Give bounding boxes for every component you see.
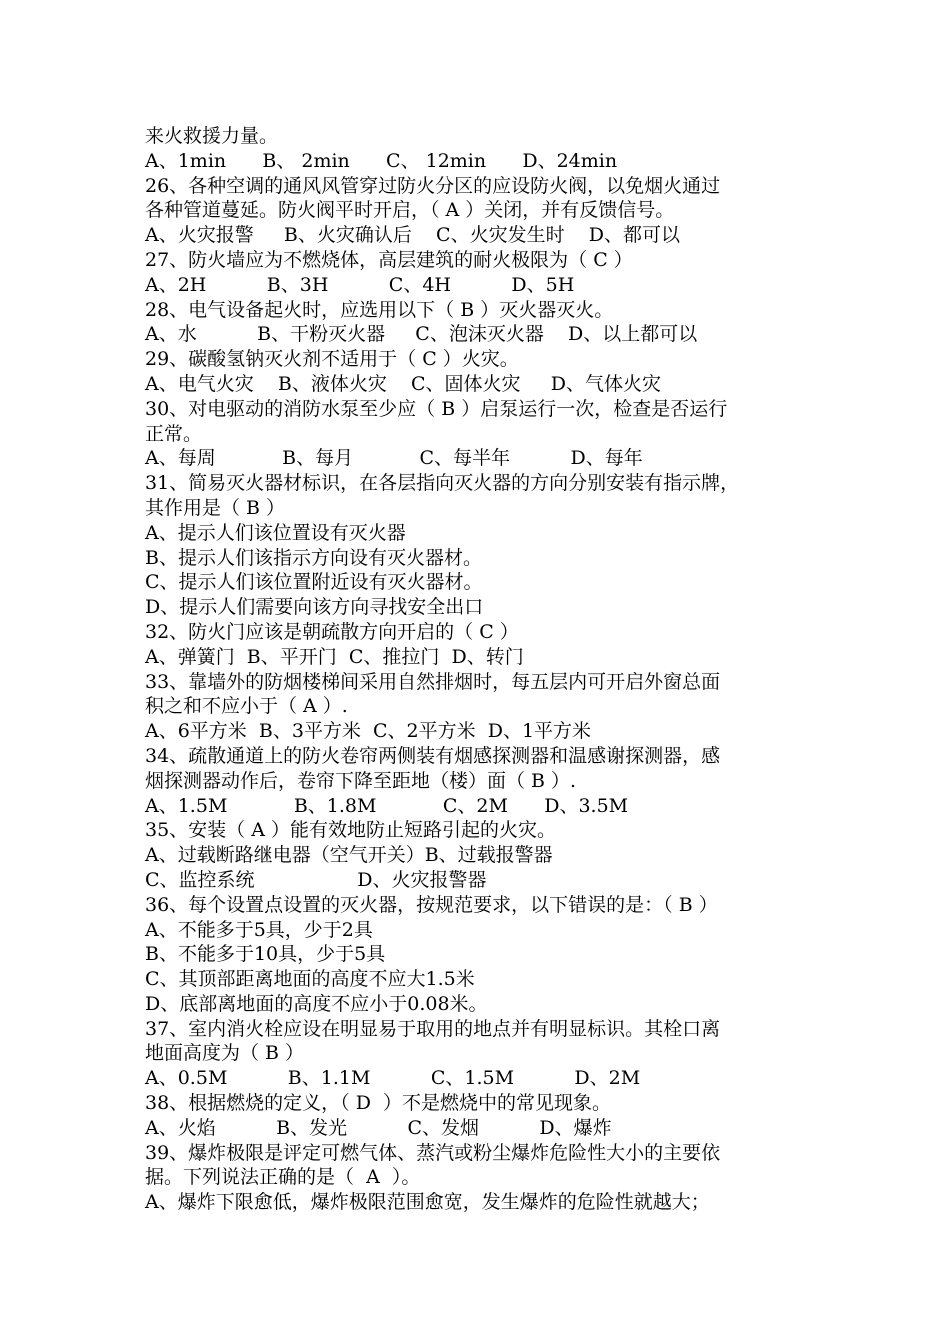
text-line: 35、安装（ A ）能有效地防止短路引起的火灾。 <box>145 819 556 842</box>
text-line: 地面高度为（ B ） <box>145 1042 305 1065</box>
text-line: 30、对电驱动的消防水泵至少应（ B ）启泵运行一次，检查是否运行 <box>145 397 728 420</box>
text-line: 33、靠墙外的防烟楼梯间采用自然排烟时，每五层内可开启外窗总面 <box>145 670 721 693</box>
text-line: 31、简易灭火器材标识，在各层指向灭火器的方向分别安装有指示牌， <box>145 472 740 495</box>
text-line: 积之和不应小于（ A ）. <box>145 695 348 718</box>
text-line: A、爆炸下限愈低，爆炸极限范围愈宽，发生爆炸的危险性就越大； <box>145 1191 710 1214</box>
text-line: D、提示人们需要向该方向寻找安全出口 <box>145 596 484 619</box>
text-line: A、6平方米 B、3平方米 C、2平方米 D、1平方米 <box>145 720 592 743</box>
text-line: D、底部离地面的高度不应小于0.08米。 <box>145 992 488 1015</box>
text-line: 34、疏散通道上的防火卷帘两侧装有烟感探测器和温感谢探测器，感 <box>145 744 721 767</box>
text-line: A、火灾报警 B、火灾确认后 C、火灾发生时 D、都可以 <box>145 224 680 247</box>
text-line: 各种管道蔓延。防火阀平时开启，（ A ）关闭，并有反馈信号。 <box>145 199 675 222</box>
text-line: A、0.5M B、1.1M C、1.5M D、2M <box>145 1067 641 1090</box>
text-line: A、不能多于5具，少于2具 <box>145 918 373 941</box>
text-line: 29、碳酸氢钠灭火剂不适用于（ C ）火灾。 <box>145 348 519 371</box>
text-line: 38、根据燃烧的定义，（ D ）不是燃烧中的常见现象。 <box>145 1092 612 1115</box>
text-line: 来火救援力量。 <box>145 125 279 147</box>
text-line: C、监控系统 D、火灾报警器 <box>145 868 487 891</box>
text-line: A、每周 B、每月 C、每半年 D、每年 <box>145 447 643 470</box>
text-line: A、1min B、 2min C、 12min D、24min <box>145 149 618 172</box>
text-line: 27、防火墙应为不燃烧体，高层建筑的耐火极限为（ C ） <box>145 248 633 271</box>
text-line: 烟探测器动作后，卷帘下降至距地（楼）面（ B ）. <box>145 769 577 792</box>
text-line: A、弹簧门 B、平开门 C、推拉门 D、转门 <box>145 645 524 668</box>
text-line: 36、每个设置点设置的灭火器，按规范要求，以下错误的是：（ B ） <box>145 893 718 916</box>
text-line: 其作用是（ B ） <box>145 496 286 519</box>
text-line: A、电气火灾 B、液体火灾 C、固体火灾 D、气体火灾 <box>145 372 661 395</box>
text-line: 32、防火门应该是朝疏散方向开启的（ C ） <box>145 620 519 643</box>
text-line: A、2H B、3H C、4H D、5H <box>145 273 575 296</box>
text-line: A、水 B、干粉灭火器 C、泡沫灭火器 D、以上都可以 <box>145 323 698 346</box>
text-line: B、不能多于10具，少于5具 <box>145 943 386 966</box>
text-line: C、提示人们该位置附近设有灭火器材。 <box>145 571 483 594</box>
text-line: 据。下列说法正确的是（ A ）。 <box>145 1166 421 1189</box>
text-line: C、其顶部距离地面的高度不应大1.5米 <box>145 968 475 991</box>
text-line: 正常。 <box>145 422 203 445</box>
text-line: 28、电气设备起火时，应选用以下（ B ）灭火器灭火。 <box>145 298 614 321</box>
text-line: B、提示人们该指示方向设有灭火器材。 <box>145 546 482 569</box>
text-line: 39、爆炸极限是评定可燃气体、蒸汽或粉尘爆炸危险性大小的主要依 <box>145 1141 721 1164</box>
text-line: A、火焰 B、发光 C、发烟 D、爆炸 <box>145 1116 612 1139</box>
text-line: A、1.5M B、1.8M C、2M D、3.5M <box>145 794 629 817</box>
text-line: A、过载断路继电器（空气开关）B、过载报警器 <box>145 844 553 867</box>
text-line: 37、室内消火栓应设在明显易于取用的地点并有明显标识。其栓口离 <box>145 1017 721 1040</box>
question-text-body <box>145 124 825 1215</box>
text-line: A、提示人们该位置设有灭火器 <box>145 521 406 544</box>
text-line: 26、各种空调的通风风管穿过防火分区的应设防火阀，以免烟火通过 <box>145 174 721 197</box>
